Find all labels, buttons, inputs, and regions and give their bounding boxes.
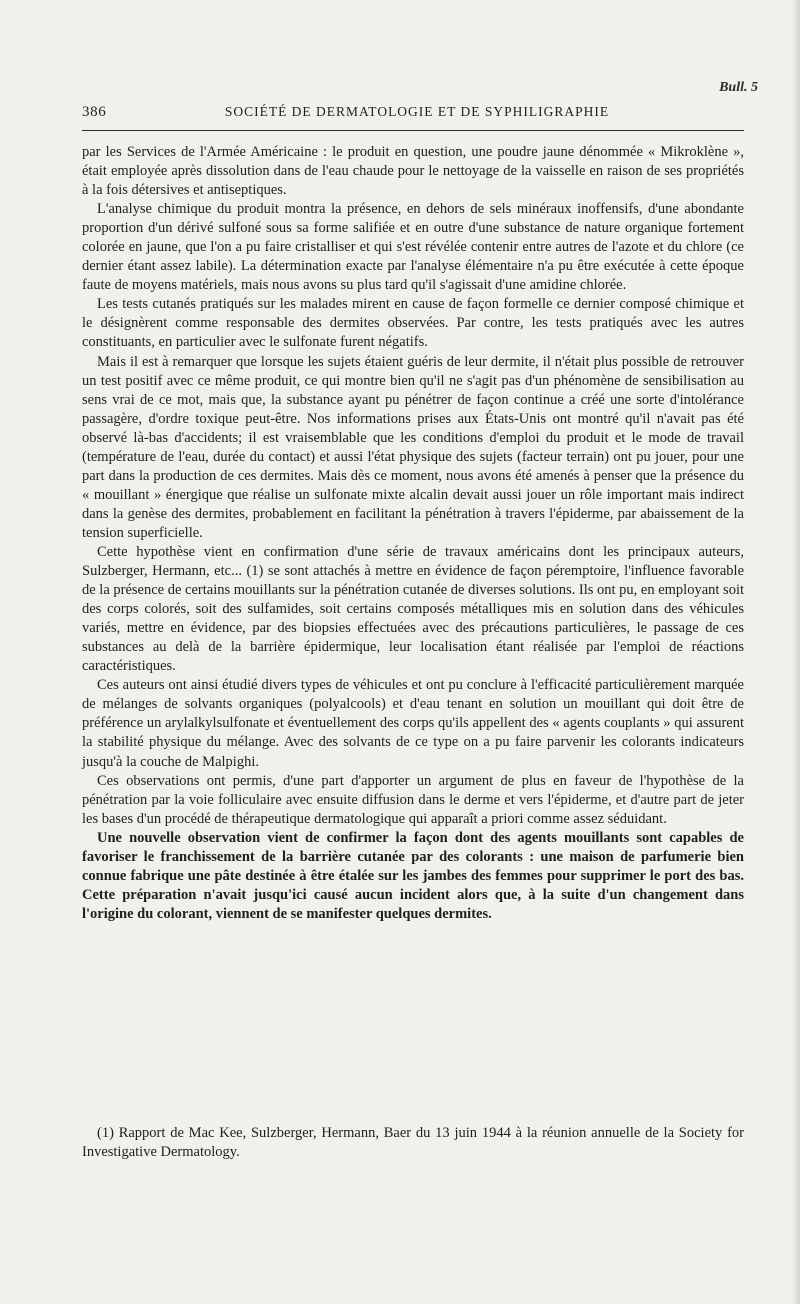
running-header [82,104,742,121]
paragraph-7: Ces observations ont permis, d'une part d'apporter un argument de plus en faveur de l'hypothèse de la pénétration par la voie folliculaire avec ensuite diffusion dans le derme et vers l'épiderme, et d'autre part de jeter les bases d'un procédé de thérapeutique dermatologique qui apparaît a priori comme assez séduidant. [82,772,744,827]
page-number: 386 [82,104,107,120]
body-text [82,143,744,924]
footnote-text: (1) Rapport de Mac Kee, Sulzberger, Hermann, Baer du 13 juin 1944 à la réunion annuelle de la Society for Investigative Dermatology. [82,1125,744,1160]
header-rule [82,130,744,131]
paragraph-6: Ces auteurs ont ainsi étudié divers types de véhicules et ont pu conclure à l'efficacité particulièrement marquée de mélanges de solvants organiques (polyalcools) et d'eau tenant en solution un mouillant qui doit être de préférence un arylalkylsulfonate et éventuellement des corps qu'ils appellent des « agents couplants » qui assurent la stabilité physique du mélange. Avec des solvants de ce type on a pu faire parvenir les colorants indicateurs jusqu'à la couche de Malpighi. [82,677,744,770]
paragraph-1: par les Services de l'Armée Américaine : le produit en question, une poudre jaune dénommée « Mikroklène », était employée après dissolution dans de l'eau chaude pour le nettoyage de la vaisselle en raison de ses propriétés à la fois détersives et antiseptiques. [82,144,744,199]
paragraph-8: Une nouvelle observation vient de confirmer la façon dont des agents mouillants sont capables de favoriser le franchissement de la barrière cutanée par des colorants : une maison de parfumerie bien connue fabrique une pâte destinée à être étalée sur les jambes des femmes pour supprimer le port des bas. Cette préparation n'avait jusqu'ici causé aucun incident alors que, à la suite d'un changement dans l'origine du colorant, viennent de se manifester quelques dermites. [82,829,744,922]
footnote [82,1124,744,1162]
page-edge-shadow [792,0,800,1304]
running-title: SOCIÉTÉ DE DERMATOLOGIE ET DE SYPHILIGRAPHIE [224,104,610,119]
bulletin-mark: Bull. 5 [719,80,758,95]
paragraph-5: Cette hypothèse vient en confirmation d'une série de travaux américains dont les principaux auteurs, Sulzberger, Hermann, etc... (1) se sont attachés à mettre en évidence de façon péremptoire, l'influence favorable de la présence de certains mouillants sur la pénétration cutanée de diverses solutions. Ils ont pu, en employant soit des corps colorés, soit des sulfamides, soit certains composés métalliques mis en solution dans des véhicules variés, mettre en évidence, par des biopsies effectuées avec des précautions particulières, le passage de ces substances au delà de la barrière épidermique, leur localisation étant réalisée par l'emploi de réactions caractéristiques. [82,543,744,675]
paragraph-4: Mais il est à remarquer que lorsque les sujets étaient guéris de leur dermite, il n'était plus possible de retrouver un test positif avec ce même produit, ce qui montre bien qu'il ne s'agit pas d'un phénomène de sensibilisation au sens vrai de ce mot, mais que, la substance ayant pu pénétrer de façon continue a créé une sorte d'intolérance passagère, d'ordre toxique peut-être. Nos informations prises aux États-Unis ont montré qu'il n'avait pas été observé là-bas d'accidents; il est vraisemblable que les conditions d'emploi du produit et le mode de travail (température de l'eau, durée du contact) et aussi l'état physique des sujets (facteur terrain) ont pu jouer, pour une part dans la production de ces dermites. Mais dès ce moment, nous avons été amenés à penser que la présence du « mouillant » énergique que réalise un sulfonate mixte alcalin devait aussi jouer un rôle important mais indirect dans la genèse des dermites, probablement en facilitant la pénétration à travers l'épiderme, par abaissement de la tension superficielle. [82,353,744,541]
paragraph-2: L'analyse chimique du produit montra la présence, en dehors de sels minéraux inoffensifs, d'une abondante proportion d'un dérivé sulfoné sous sa forme salifiée et en outre d'une substance de nature organique fortement colorée en jaune, que l'on a pu faire cristalliser et qui s'est révélée contenir entre autres de l'azote et du chlore (ce dernier étant assez labile). La détermination exacte par l'analyse élémentaire n'a pu être exécutée à cette époque faute de moyens matériels, mais nous avons su plus tard qu'il s'agissait d'une amidine chlorée. [82,201,744,294]
paragraph-3: Les tests cutanés pratiqués sur les malades mirent en cause de façon formelle ce dernier composé chimique et le désignèrent comme responsable des dermites observées. Par contre, les tests pratiqués avec les autres constituants, en particulier avec le sulfonate furent négatifs. [82,296,744,351]
